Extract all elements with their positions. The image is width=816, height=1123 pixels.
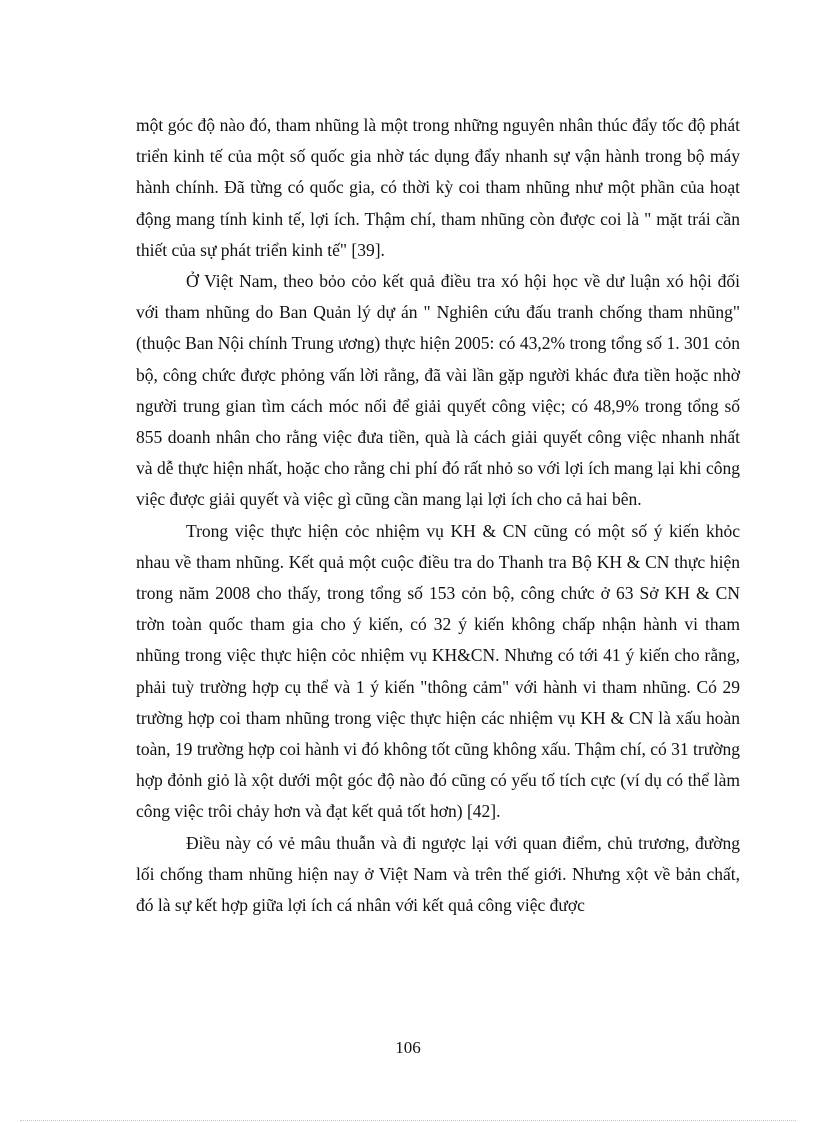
page-number: 106	[395, 1038, 421, 1057]
body-text	[136, 110, 740, 921]
page-bottom-divider	[20, 1120, 796, 1121]
paragraph-1: một góc độ nào đó, tham nhũng là một trong những nguyên nhân thúc đẩy tốc độ phát triển kinh tế của một số quốc gia nhờ tác dụng đẩy nhanh sự vận hành trong bộ máy hành chính. Đã từng có quốc gia, có thời kỳ coi tham nhũng như một phần của hoạt động mang tính kinh tế, lợi ích. Thậm chí, tham nhũng còn được coi là " mặt trái cần thiết của sự phát triển kinh tế" [39].	[136, 115, 740, 260]
paragraph-2: Ở Việt Nam, theo bỏo cỏo kết quả điều tra xó hội học về dư luận xó hội đối với tham nhũng do Ban Quản lý dự án " Nghiên cứu đấu tranh chống tham nhũng" (thuộc Ban Nội chính Trung ương) thực hiện 2005: có 43,2% trong tổng số 1. 301 cỏn bộ, công chức được phỏng vấn lời rằng, đã vài lần gặp người khác đưa tiền hoặc nhờ người trung gian tìm cách móc nối để giải quyết công việc; có 48,9% trong tổng số 855 doanh nhân cho rằng việc đưa tiền, quà là cách giải quyết công việc nhanh nhất và dễ thực hiện nhất, hoặc cho rằng chi phí đó rất nhỏ so với lợi ích mang lại khi công việc được giải quyết và việc gì cũng cần mang lại lợi ích cho cả hai bên.	[136, 271, 740, 510]
paragraph-4: Điều này có vẻ mâu thuẫn và đi ngược lại với quan điểm, chủ trương, đường lối chống tham nhũng hiện nay ở Việt Nam và trên thế giới. Nhưng xột về bản chất, đó là sự kết hợp giữa lợi ích cá nhân với kết quả công việc được	[136, 832, 740, 916]
paragraph-3: Trong việc thực hiện cỏc nhiệm vụ KH & CN cũng có một số ý kiến khỏc nhau về tham nhũng. Kết quả một cuộc điều tra do Thanh tra Bộ KH & CN thực hiện trong năm 2008 cho thấy, trong tổng số 153 cỏn bộ, công chức ở 63 Sở KH & CN trờn toàn quốc tham gia cho ý kiến, có 32 ý kiến không chấp nhận hành vi tham nhũng trong việc thực hiện cỏc nhiệm vụ KH&CN. Nhưng có tới 41 ý kiến cho rằng, phải tuỳ trường hợp cụ thể và 1 ý kiến "thông cảm" với hành vi tham nhũng. Có 29 trường hợp coi tham nhũng trong việc thực hiện các nhiệm vụ KH & CN là xấu hoàn toàn, 19 trường hợp coi hành vi đó không tốt cũng không xấu. Thậm chí, có 31 trường hợp đỏnh giỏ là xột dưới một góc độ nào đó cũng có yếu tố tích cực (ví dụ có thể làm công việc trôi chảy hơn và đạt kết quả tốt hơn) [42].	[136, 520, 740, 822]
